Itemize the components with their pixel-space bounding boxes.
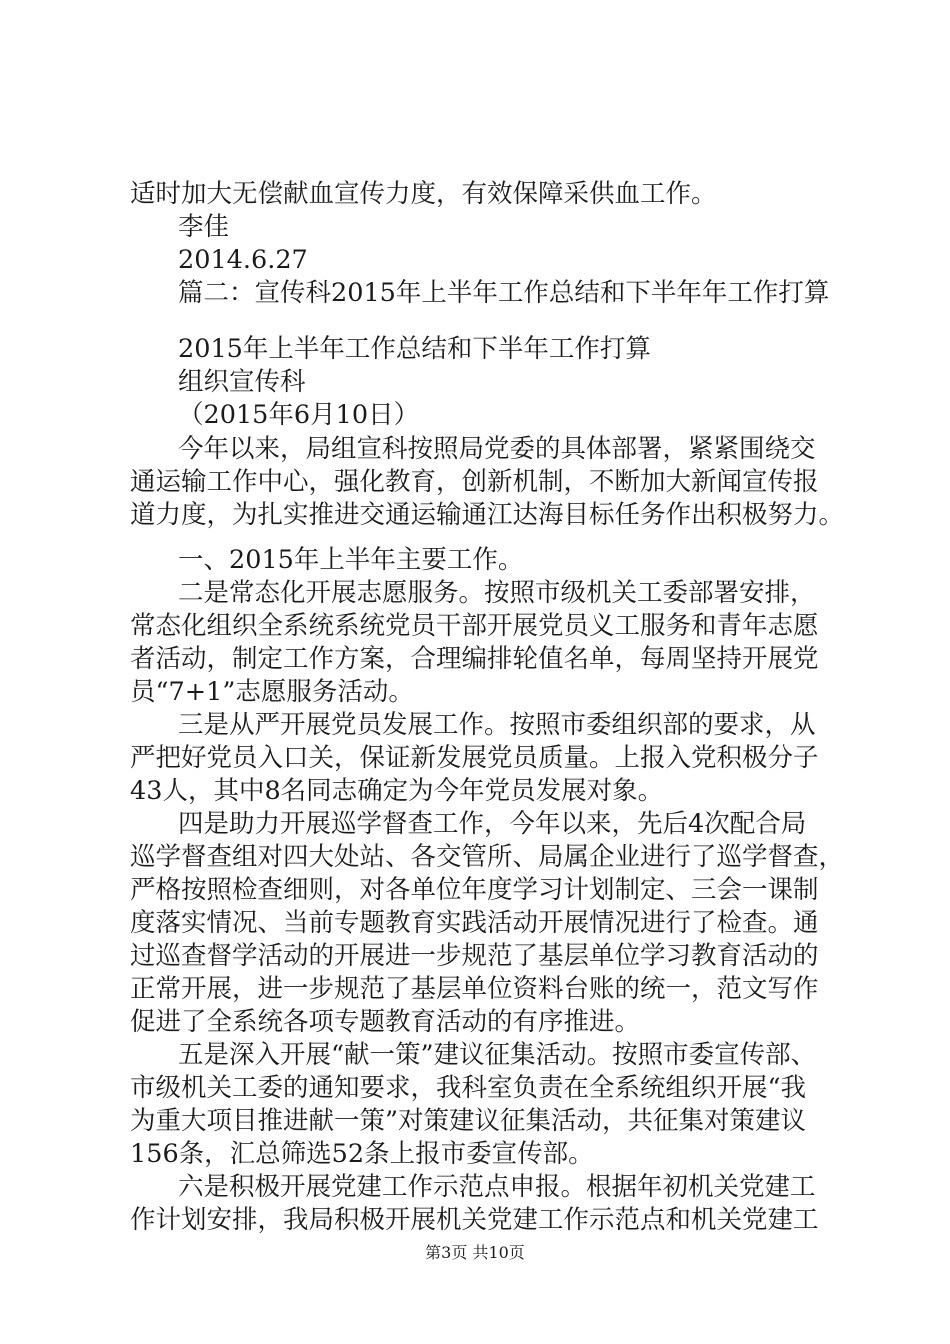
paragraph-line: 员“7+1”志愿服务活动。	[130, 677, 414, 707]
paragraph-line: 者活动，制定工作方案，合理编排轮值名单，每周坚持开展党	[130, 644, 819, 674]
paragraph-line: 适时加大无偿献血宣传力度，有效保障采供血工作。	[130, 179, 717, 209]
date-line: 2014.6.27	[178, 245, 308, 275]
paragraph-line: 正常开展，进一步规范了基层单位资料台账的统一，范文写作	[130, 974, 819, 1004]
paragraph-line: 严把好党员入口关，保证新发展党员质量。上报入党积极分子	[130, 743, 819, 773]
paragraph-line: 巡学督查组对四大处站、各交管所、局属企业进行了巡学督查，	[130, 842, 845, 872]
department-name: 组织宣传科	[178, 367, 306, 397]
paragraph-line: 度落实情况、当前专题教育实践活动开展情况进行了检查。通	[130, 908, 819, 938]
paragraph-line: 作计划安排，我局积极开展机关党建工作示范点和机关党建工	[130, 1205, 819, 1235]
paragraph-line: 六是积极开展党建工作示范点申报。根据年初机关党建工	[178, 1172, 816, 1202]
section-heading: 篇二：宣传科2015年上半年工作总结和下半年年工作打算	[178, 278, 830, 308]
paragraph-line: 市级机关工委的通知要求，我科室负责在全系统组织开展“我	[130, 1073, 807, 1103]
paragraph-line: 156条，汇总筛选52条上报市委宣传部。	[130, 1139, 594, 1169]
paragraph-line: 严格按照检查细则，对各单位年度学习计划制定、三会一课制	[130, 875, 819, 905]
paragraph-line: 五是深入开展“献一策”建议征集活动。按照市委宣传部、	[178, 1040, 817, 1070]
page-footer: 第3页 共10页	[425, 1243, 525, 1262]
author-name: 李佳	[178, 212, 230, 242]
paragraph-line: 四是助力开展巡学督查工作，今年以来，先后4次配合局	[178, 809, 807, 839]
paragraph-line: 二是常态化开展志愿服务。按照市级机关工委部署安排，	[178, 578, 816, 608]
paragraph-line: 43人，其中8名同志确定为今年党员发展对象。	[130, 776, 664, 806]
document-date: （2015年6月10日）	[178, 400, 420, 430]
paragraph-line: 过巡查督学活动的开展进一步规范了基层单位学习教育活动的	[130, 941, 819, 971]
paragraph-line: 常态化组织全系统系统党员干部开展党员义工服务和青年志愿	[130, 611, 819, 641]
document-title: 2015年上半年工作总结和下半年工作打算	[178, 334, 651, 364]
paragraph-line: 通运输工作中心，强化教育，创新机制，不断加大新闻宣传报	[130, 467, 819, 497]
paragraph-line: 今年以来，局组宣科按照局党委的具体部署，紧紧围绕交	[178, 434, 816, 464]
paragraph-line: 道力度，为扎实推进交通运输通江达海目标任务作出积极努力。	[130, 500, 845, 530]
section-heading: 一、2015年上半年主要工作。	[178, 545, 524, 575]
paragraph-line: 为重大项目推进献一策”对策建议征集活动，共征集对策建议	[130, 1106, 807, 1136]
paragraph-line: 三是从严开展党员发展工作。按照市委组织部的要求，从	[178, 710, 816, 740]
paragraph-line: 促进了全系统各项专题教育活动的有序推进。	[130, 1007, 641, 1037]
